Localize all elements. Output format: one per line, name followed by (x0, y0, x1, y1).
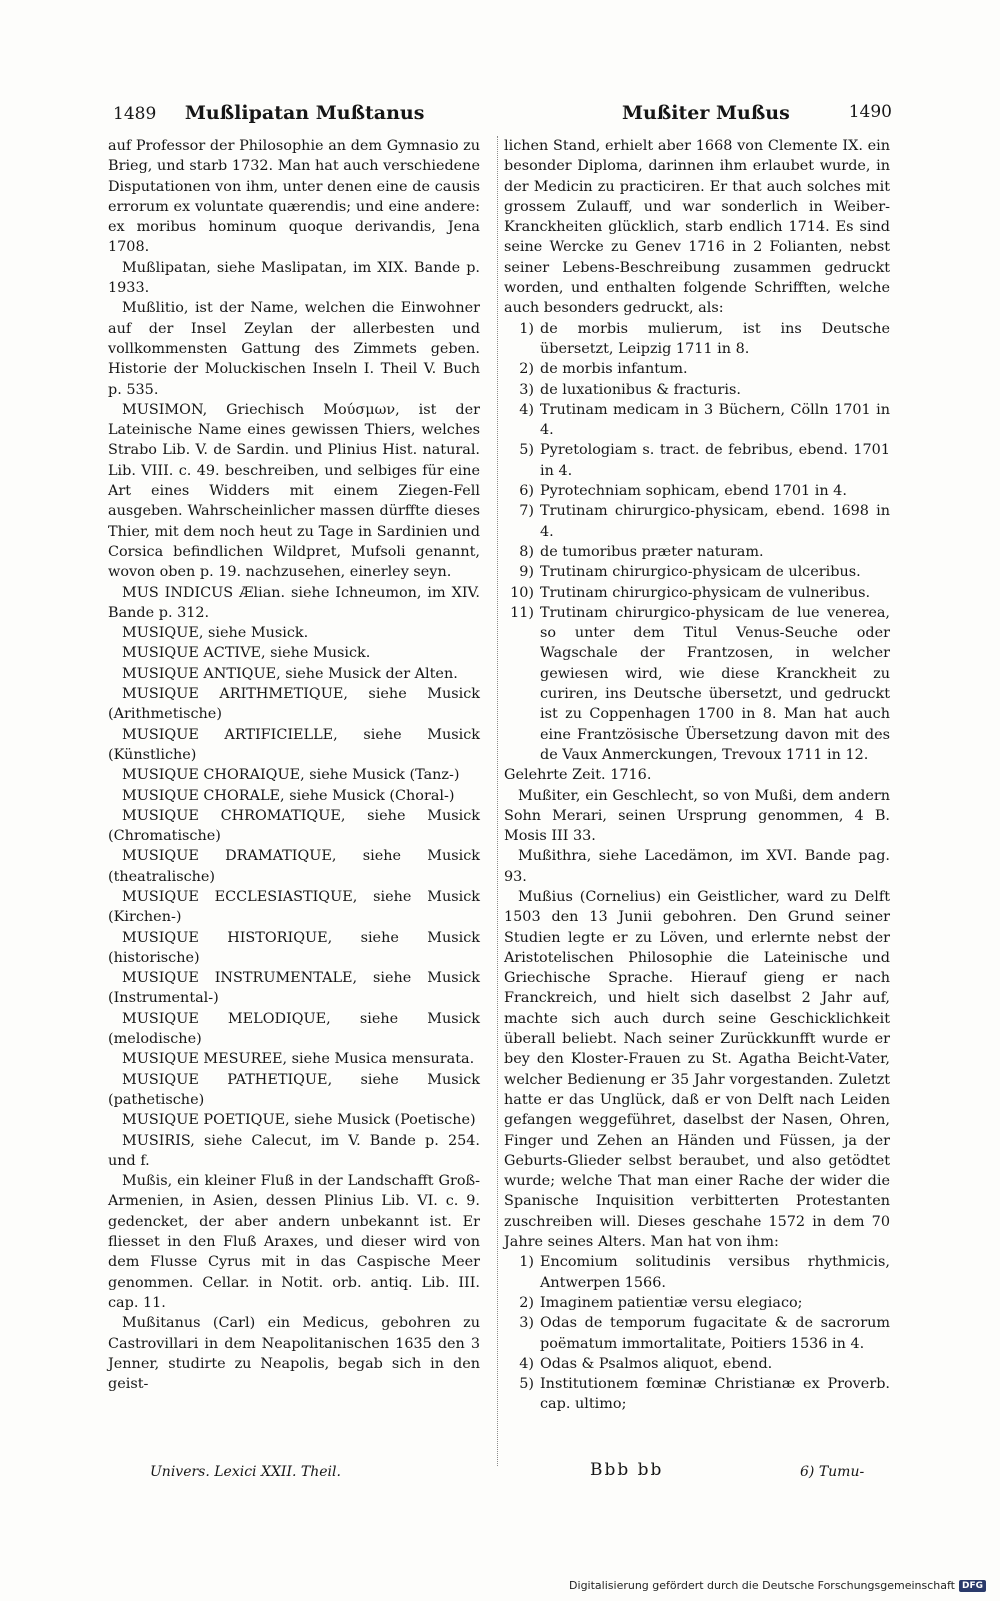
entry: MUSIQUE ANTIQUE, siehe Musick der Alten. (122, 665, 458, 682)
list-item: 3) Odas de temporum fugacitate & de sacrorum poëmatum immortalitate, Poitiers 1536 in 4. (519, 1315, 890, 1352)
right-column (504, 136, 890, 1415)
entry: MUSIQUE ACTIVE, siehe Musick. (122, 645, 371, 662)
entry: MUS INDICUS Ælian. siehe Ichneumon, im XIV. Bande p. 312. (108, 584, 480, 621)
entry: MUSIQUE ARTIFICIELLE, siehe Musick (Künstliche) (108, 726, 480, 763)
entry-continuation: lichen Stand, erhielt aber 1668 von Clemente IX. ein besonder Diploma, darinnen ihm erlaubet wurde, in der Medicin zu practiciren. Er that auch solches mit grossem Zulauff, und war sonderlich in Weiber-Kranckheiten glücklich, starb endlich 1714. Es sind seine Wercke zu Genev 1716 in 2 Folianten, nebst seiner Lebens-Beschreibung zusammen gedruckt worden, und enthalten folgende Schrifften, welche auch besonders gedruckt, als: (504, 138, 890, 317)
list-item: 5) Pyretologiam s. tract. de febribus, ebend. 1701 in 4. (519, 442, 890, 479)
printer-signature: Bbb bb (590, 1460, 664, 1480)
entry: MUSIQUE, siehe Musick. (122, 625, 309, 642)
right-running-head: Mußiter Mußus (622, 102, 790, 124)
list-item: 7) Trutinam chirurgico-physicam, ebend. 1698 in 4. (519, 503, 890, 540)
list-item: 11) Trutinam chirurgico-physicam de lue venerea, so unter dem Titul Venus-Seuche oder Wagschale der Frantzosen, in welcher gewiesen wird, wie diese Kranckheit zu curiren, ins Deutsche übersetzt, und gedruckt ist zu Coppenhagen 1700 in 8. Man hat auch eine Frantzösische Übersetzung davon mit des de Vaux Anmerckungen, Trevoux 1711 in 12. (510, 604, 890, 763)
entry: MUSIQUE ECCLESIASTIQUE, siehe Musick (Kirchen-) (108, 888, 480, 926)
entry: MUSIQUE DRAMATIQUE, siehe Musick (theatralische) (108, 848, 480, 885)
entry: auf Professor der Philosophie an dem Gymnasio zu Brieg, und starb 1732. Man hat auch verschiedene Disputationen von ihm, unter denen eine de causis errorum ex voluntate quærendis; und eine andere: ex moribus hominum quoque derivandis, Jena 1708. (108, 138, 480, 256)
left-page-number: 1489 (113, 104, 157, 124)
volume-note: Univers. Lexici XXII. Theil. (150, 1464, 341, 1480)
list-item: 3) de luxationibus & fracturis. (519, 381, 741, 398)
source-reference: Gelehrte Zeit. 1716. (504, 767, 652, 784)
left-column (108, 136, 480, 1394)
right-page-number: 1490 (848, 102, 892, 122)
column-divider (497, 136, 498, 1466)
entry: Mußius (Cornelius) ein Geistlicher, ward zu Delft 1503 den 13 Junii gebohren. Den Grund seiner Studien legte er zu Löven, und erlernte nebst der Aristotelischen Philosophie die Lateinische und Griechische Sprache. Hierauf gieng er nach Franckreich, und hielt sich daselbst 2 Jahr auf, machte sich auch durch seine Geschicklichkeit überall beliebt. Nach seiner Zurückkunfft wurde er bey den Kloster-Frauen zu St. Agatha Beicht-Vater, welcher Bedienung er 35 Jahr vorgestanden. Zuletzt hatte er das Unglück, daß er von Delft nach Leiden gefangen weggeführet, daselbst der Nasen, Ohren, Finger und Zehen an Händen und Füssen, ja der Geburts-Glieder selbst beraubet, und also getödtet wurde; welche That man einer Rache der wider die Spanische Inquisition verbitterten Protestanten zuschreiben will. Dieses geschahe 1572 in dem 70 Jahre seines Alters. Man hat von ihm: (504, 888, 890, 1251)
list-item: 10) Trutinam chirurgico-physicam de vulneribus. (510, 584, 871, 601)
entry: MUSIQUE MESUREE, siehe Musica mensurata. (122, 1051, 475, 1068)
list-item: 5) Institutionem fœminæ Christianæ ex Proverb. cap. ultimo; (519, 1376, 890, 1413)
entry: MUSIRIS, siehe Calecut, im V. Bande p. 254. und f. (108, 1132, 480, 1169)
dfg-logo-icon: DFG (959, 1580, 986, 1592)
list-item: 4) Odas & Psalmos aliquot, ebend. (519, 1355, 773, 1372)
list-item: 8) de tumoribus præter naturam. (519, 543, 764, 560)
entry: MUSIQUE CHORAIQUE, siehe Musick (Tanz-) (122, 767, 460, 784)
digitization-credit (569, 1579, 986, 1592)
list-item: 6) Pyrotechniam sophicam, ebend 1701 in 4. (519, 483, 847, 500)
catchword: 6) Tumu- (800, 1464, 865, 1480)
entry: MUSIQUE MELODIQUE, siehe Musick (melodische) (108, 1010, 480, 1048)
entry: Mußithra, siehe Lacedämon, im XVI. Bande pag. 93. (504, 848, 890, 885)
entry: MUSIQUE POETIQUE, siehe Musick (Poetische) (122, 1112, 476, 1129)
list-item: 9) Trutinam chirurgico-physicam de ulceribus. (519, 564, 861, 581)
digitization-text: Digitalisierung gefördert durch die Deutsche Forschungsgemeinschaft (569, 1579, 955, 1592)
entry: MUSIQUE ARITHMETIQUE, siehe Musick (Arithmetische) (108, 686, 480, 723)
entry: Mußitanus (Carl) ein Medicus, gebohren zu Castrovillari in dem Neapolitanischen 1635 den 3 Jenner, studirte zu Neapolis, begab sich in den geist- (108, 1315, 480, 1393)
list-item: 1) de morbis mulierum, ist ins Deutsche übersetzt, Leipzig 1711 in 8. (519, 320, 890, 357)
entry: Mußlipatan, siehe Maslipatan, im XIX. Bande p. 1933. (108, 259, 480, 297)
entry: MUSIQUE PATHETIQUE, siehe Musick (pathetische) (108, 1071, 480, 1108)
entry: MUSIQUE HISTORIQUE, siehe Musick (historische) (108, 929, 480, 966)
header-left (113, 102, 493, 124)
list-item: 2) de morbis infantum. (519, 361, 688, 378)
header-right (622, 102, 892, 124)
list-item: 4) Trutinam medicam in 3 Büchern, Cölln 1701 in 4. (519, 401, 890, 439)
left-running-head: Mußlipatan Mußtanus (184, 102, 425, 124)
entry: MUSIQUE CHROMATIQUE, siehe Musick (Chromatische) (108, 807, 480, 845)
list-item: 2) Imaginem patientiæ versu elegiaco; (519, 1294, 803, 1311)
entry: MUSIMON, Griechisch Μούσμων, ist der Lateinische Name eines gewissen Thiers, welches Strabo Lib. V. de Sardin. und Plinius Hist. natural. Lib. VIII. c. 49. beschreiben, und selbiges für eine Art eines Widders mit einem Ziegen-Fell ausgeben. Wahrscheinlicher massen dürffte dieses Thier, mit dem noch heut zu Tage in Sardinien und Corsica befindlichen Wildpret, Mufsoli genannt, wovon oben p. 19. nachzusehen, einerley seyn. (108, 401, 480, 581)
entry: MUSIQUE CHORALE, siehe Musick (Choral-) (122, 787, 455, 804)
entry: Mußlitio, ist der Name, welchen die Einwohner auf der Insel Zeylan der allerbesten und vollkommensten Gattung des Zimmets geben. Historie der Moluckischen Inseln I. Theil V. Buch p. 535. (108, 300, 480, 398)
entry: Mußis, ein kleiner Fluß in der Landschafft Groß-Armenien, in Asien, dessen Plinius Lib. VI. c. 9. gedencket, der aber andern unbekannt ist. Er fliesset in den Fluß Araxes, und dieser wird von dem Flusse Cyrus mit in das Caspische Meer genommen. Cellar. in Notit. orb. antiq. Lib. III. cap. 11. (108, 1173, 480, 1311)
entry: MUSIQUE INSTRUMENTALE, siehe Musick (Instrumental-) (108, 970, 480, 1007)
entry: Mußiter, ein Geschlecht, so von Mußi, dem andern Sohn Merari, seinen Ursprung genommen, 4 B. Mosis III 33. (504, 787, 890, 845)
list-item: 1) Encomium solitudinis versibus rhythmicis, Antwerpen 1566. (519, 1254, 890, 1291)
